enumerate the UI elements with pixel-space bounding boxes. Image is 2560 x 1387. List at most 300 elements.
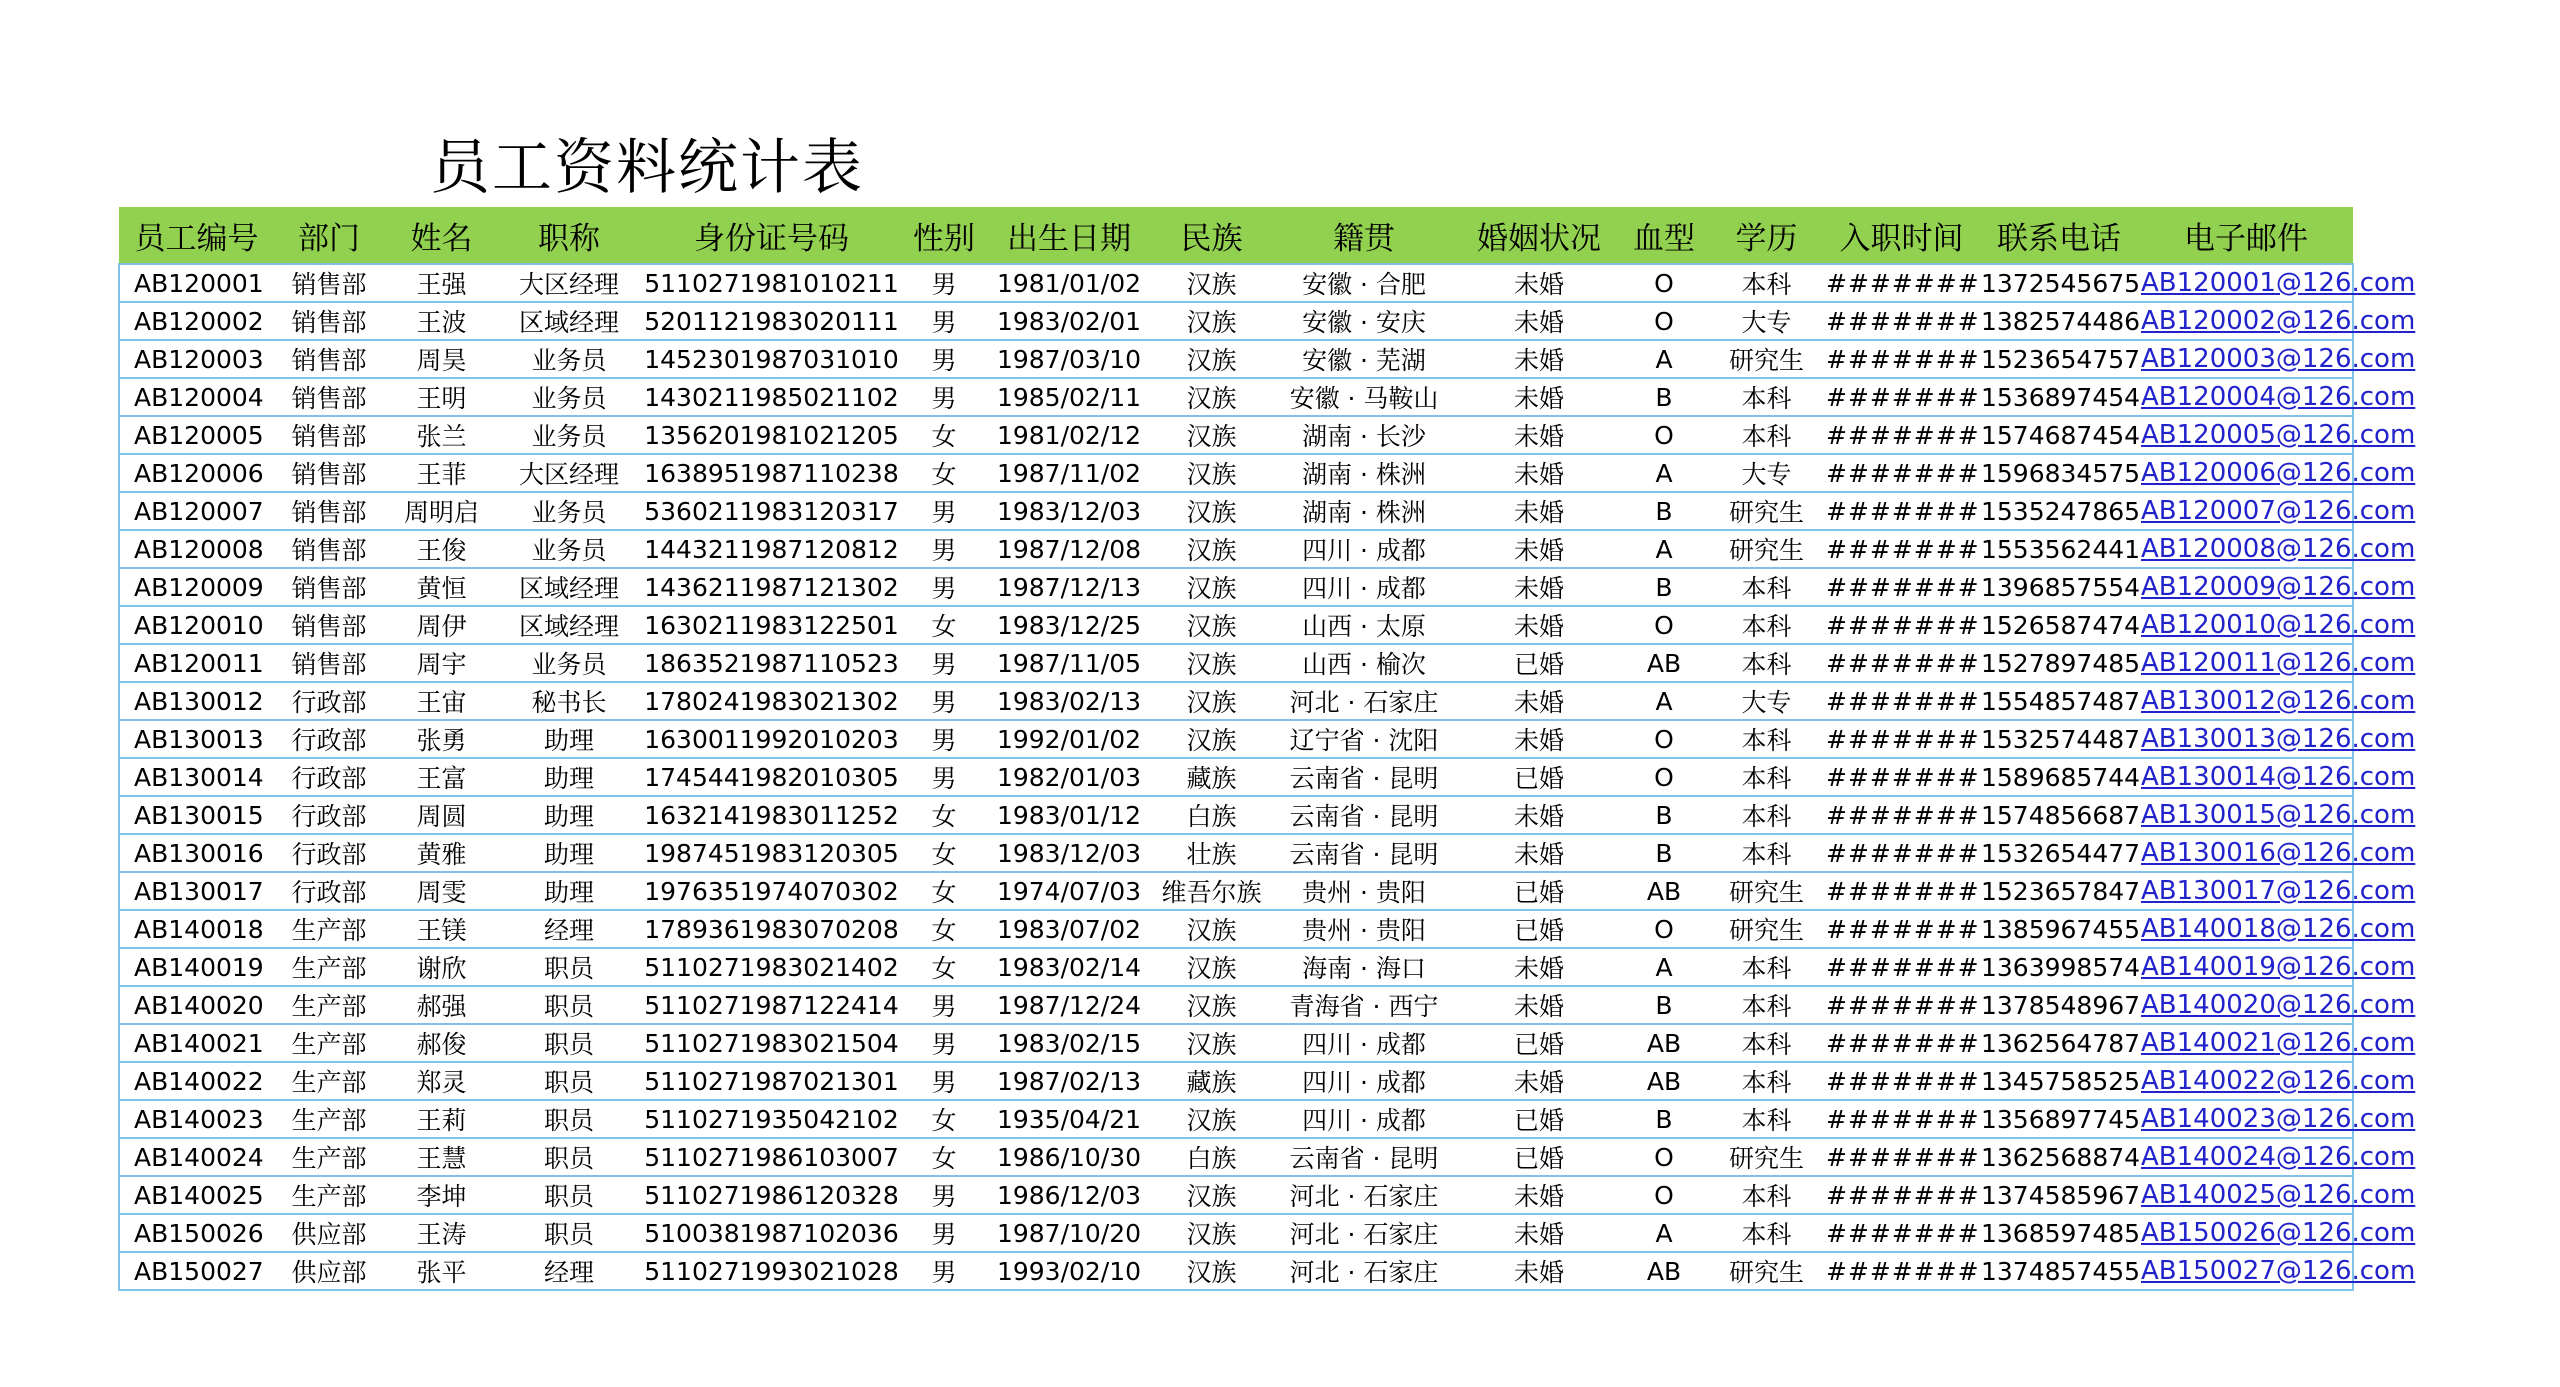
cell-ethnicity[interactable]: 藏族: [1154, 758, 1269, 796]
cell-ethnicity[interactable]: 汉族: [1154, 530, 1269, 568]
cell-native-place[interactable]: 安徽 · 安庆: [1269, 302, 1459, 340]
cell-blood-type[interactable]: A: [1619, 530, 1709, 568]
cell-education[interactable]: 本科: [1709, 1176, 1824, 1214]
cell-blood-type[interactable]: O: [1619, 720, 1709, 758]
cell-native-place[interactable]: 四川 · 成都: [1269, 1024, 1459, 1062]
cell-employee-id[interactable]: AB130017: [119, 872, 274, 910]
cell-title[interactable]: 业务员: [499, 340, 639, 378]
cell-birth-date[interactable]: 1983/01/12: [984, 796, 1154, 834]
cell-marital-status[interactable]: 未婚: [1459, 834, 1619, 872]
cell-native-place[interactable]: 河北 · 石家庄: [1269, 682, 1459, 720]
cell-employee-id[interactable]: AB130015: [119, 796, 274, 834]
cell-marital-status[interactable]: 已婚: [1459, 910, 1619, 948]
cell-birth-date[interactable]: 1983/02/01: [984, 302, 1154, 340]
cell-hire-date[interactable]: #######: [1824, 454, 1979, 492]
cell-name[interactable]: 王波: [384, 302, 499, 340]
cell-phone[interactable]: 1372545675: [1979, 264, 2139, 302]
cell-gender[interactable]: 女: [904, 606, 984, 644]
cell-email[interactable]: AB120011@126.com: [2139, 644, 2353, 682]
cell-birth-date[interactable]: 1983/02/14: [984, 948, 1154, 986]
cell-name[interactable]: 张兰: [384, 416, 499, 454]
cell-name[interactable]: 王镁: [384, 910, 499, 948]
cell-marital-status[interactable]: 未婚: [1459, 606, 1619, 644]
cell-email[interactable]: AB130017@126.com: [2139, 872, 2353, 910]
cell-education[interactable]: 研究生: [1709, 1138, 1824, 1176]
cell-department[interactable]: 生产部: [274, 1062, 384, 1100]
cell-department[interactable]: 行政部: [274, 720, 384, 758]
cell-marital-status[interactable]: 未婚: [1459, 1062, 1619, 1100]
cell-email[interactable]: AB130014@126.com: [2139, 758, 2353, 796]
cell-phone[interactable]: 1536897454: [1979, 378, 2139, 416]
cell-birth-date[interactable]: 1935/04/21: [984, 1100, 1154, 1138]
cell-education[interactable]: 本科: [1709, 796, 1824, 834]
cell-hire-date[interactable]: #######: [1824, 1138, 1979, 1176]
cell-id-number[interactable]: 5110271987021301: [639, 1062, 904, 1100]
cell-native-place[interactable]: 山西 · 太原: [1269, 606, 1459, 644]
cell-education[interactable]: 本科: [1709, 568, 1824, 606]
cell-employee-id[interactable]: AB120007: [119, 492, 274, 530]
header-blood-type[interactable]: 血型: [1619, 207, 1709, 264]
cell-gender[interactable]: 女: [904, 454, 984, 492]
cell-title[interactable]: 区域经理: [499, 302, 639, 340]
cell-birth-date[interactable]: 1987/10/20: [984, 1214, 1154, 1252]
header-ethnicity[interactable]: 民族: [1154, 207, 1269, 264]
cell-phone[interactable]: 1526587474: [1979, 606, 2139, 644]
cell-education[interactable]: 研究生: [1709, 910, 1824, 948]
cell-gender[interactable]: 男: [904, 1062, 984, 1100]
cell-title[interactable]: 经理: [499, 910, 639, 948]
cell-email[interactable]: AB130015@126.com: [2139, 796, 2353, 834]
header-marital-status[interactable]: 婚姻状况: [1459, 207, 1619, 264]
cell-phone[interactable]: 1523657847: [1979, 872, 2139, 910]
cell-name[interactable]: 周昊: [384, 340, 499, 378]
cell-ethnicity[interactable]: 汉族: [1154, 568, 1269, 606]
cell-department[interactable]: 供应部: [274, 1252, 384, 1290]
cell-title[interactable]: 区域经理: [499, 568, 639, 606]
cell-department[interactable]: 销售部: [274, 492, 384, 530]
cell-blood-type[interactable]: AB: [1619, 872, 1709, 910]
cell-blood-type[interactable]: O: [1619, 910, 1709, 948]
cell-email[interactable]: AB120008@126.com: [2139, 530, 2353, 568]
cell-hire-date[interactable]: #######: [1824, 1100, 1979, 1138]
cell-email[interactable]: AB140020@126.com: [2139, 986, 2353, 1024]
cell-ethnicity[interactable]: 汉族: [1154, 416, 1269, 454]
cell-ethnicity[interactable]: 白族: [1154, 796, 1269, 834]
cell-hire-date[interactable]: #######: [1824, 644, 1979, 682]
cell-education[interactable]: 本科: [1709, 378, 1824, 416]
cell-education[interactable]: 本科: [1709, 606, 1824, 644]
cell-gender[interactable]: 男: [904, 492, 984, 530]
cell-name[interactable]: 周明启: [384, 492, 499, 530]
cell-ethnicity[interactable]: 汉族: [1154, 264, 1269, 302]
cell-email[interactable]: AB120010@126.com: [2139, 606, 2353, 644]
cell-education[interactable]: 本科: [1709, 834, 1824, 872]
cell-blood-type[interactable]: A: [1619, 948, 1709, 986]
cell-hire-date[interactable]: #######: [1824, 1176, 1979, 1214]
cell-hire-date[interactable]: #######: [1824, 1024, 1979, 1062]
cell-gender[interactable]: 女: [904, 910, 984, 948]
cell-email[interactable]: AB140023@126.com: [2139, 1100, 2353, 1138]
cell-gender[interactable]: 女: [904, 416, 984, 454]
cell-email[interactable]: AB150027@126.com: [2139, 1252, 2353, 1290]
cell-id-number[interactable]: 1976351974070302: [639, 872, 904, 910]
cell-phone[interactable]: 1554857487: [1979, 682, 2139, 720]
cell-title[interactable]: 助理: [499, 720, 639, 758]
cell-native-place[interactable]: 贵州 · 贵阳: [1269, 872, 1459, 910]
cell-employee-id[interactable]: AB140023: [119, 1100, 274, 1138]
cell-phone[interactable]: 1535247865: [1979, 492, 2139, 530]
cell-employee-id[interactable]: AB140019: [119, 948, 274, 986]
cell-blood-type[interactable]: AB: [1619, 644, 1709, 682]
cell-native-place[interactable]: 河北 · 石家庄: [1269, 1252, 1459, 1290]
cell-native-place[interactable]: 湖南 · 株洲: [1269, 454, 1459, 492]
cell-ethnicity[interactable]: 汉族: [1154, 454, 1269, 492]
cell-department[interactable]: 销售部: [274, 530, 384, 568]
cell-phone[interactable]: 1523654757: [1979, 340, 2139, 378]
cell-marital-status[interactable]: 未婚: [1459, 1252, 1619, 1290]
cell-title[interactable]: 业务员: [499, 530, 639, 568]
cell-marital-status[interactable]: 未婚: [1459, 796, 1619, 834]
cell-department[interactable]: 生产部: [274, 948, 384, 986]
cell-id-number[interactable]: 5201121983020111: [639, 302, 904, 340]
cell-employee-id[interactable]: AB140024: [119, 1138, 274, 1176]
cell-department[interactable]: 行政部: [274, 834, 384, 872]
cell-hire-date[interactable]: #######: [1824, 416, 1979, 454]
cell-blood-type[interactable]: AB: [1619, 1252, 1709, 1290]
cell-department[interactable]: 行政部: [274, 758, 384, 796]
cell-phone[interactable]: 1374585967: [1979, 1176, 2139, 1214]
cell-ethnicity[interactable]: 汉族: [1154, 1252, 1269, 1290]
cell-gender[interactable]: 男: [904, 302, 984, 340]
cell-education[interactable]: 本科: [1709, 986, 1824, 1024]
cell-hire-date[interactable]: #######: [1824, 340, 1979, 378]
cell-education[interactable]: 本科: [1709, 948, 1824, 986]
cell-id-number[interactable]: 1745441982010305: [639, 758, 904, 796]
cell-birth-date[interactable]: 1993/02/10: [984, 1252, 1154, 1290]
cell-title[interactable]: 经理: [499, 1252, 639, 1290]
cell-blood-type[interactable]: O: [1619, 758, 1709, 796]
cell-id-number[interactable]: 1630011992010203: [639, 720, 904, 758]
cell-id-number[interactable]: 5100381987102036: [639, 1214, 904, 1252]
cell-employee-id[interactable]: AB120002: [119, 302, 274, 340]
cell-email[interactable]: AB140025@126.com: [2139, 1176, 2353, 1214]
cell-employee-id[interactable]: AB130016: [119, 834, 274, 872]
cell-title[interactable]: 秘书长: [499, 682, 639, 720]
cell-education[interactable]: 本科: [1709, 1024, 1824, 1062]
cell-id-number[interactable]: 1356201981021205: [639, 416, 904, 454]
cell-phone[interactable]: 1527897485: [1979, 644, 2139, 682]
cell-email[interactable]: AB120005@126.com: [2139, 416, 2353, 454]
cell-phone[interactable]: 1589685744: [1979, 758, 2139, 796]
cell-blood-type[interactable]: A: [1619, 1214, 1709, 1252]
cell-title[interactable]: 助理: [499, 834, 639, 872]
cell-ethnicity[interactable]: 白族: [1154, 1138, 1269, 1176]
cell-employee-id[interactable]: AB140025: [119, 1176, 274, 1214]
cell-gender[interactable]: 男: [904, 986, 984, 1024]
cell-ethnicity[interactable]: 汉族: [1154, 1176, 1269, 1214]
cell-education[interactable]: 大专: [1709, 454, 1824, 492]
cell-hire-date[interactable]: #######: [1824, 1252, 1979, 1290]
cell-title[interactable]: 职员: [499, 1062, 639, 1100]
cell-blood-type[interactable]: O: [1619, 1138, 1709, 1176]
cell-native-place[interactable]: 云南省 · 昆明: [1269, 1138, 1459, 1176]
cell-name[interactable]: 王富: [384, 758, 499, 796]
cell-gender[interactable]: 男: [904, 264, 984, 302]
cell-title[interactable]: 大区经理: [499, 454, 639, 492]
cell-marital-status[interactable]: 未婚: [1459, 378, 1619, 416]
cell-id-number[interactable]: 5110271987122414: [639, 986, 904, 1024]
cell-native-place[interactable]: 云南省 · 昆明: [1269, 834, 1459, 872]
cell-ethnicity[interactable]: 汉族: [1154, 606, 1269, 644]
cell-birth-date[interactable]: 1974/07/03: [984, 872, 1154, 910]
header-gender[interactable]: 性别: [904, 207, 984, 264]
cell-education[interactable]: 大专: [1709, 682, 1824, 720]
cell-id-number[interactable]: 5110271983021504: [639, 1024, 904, 1062]
cell-education[interactable]: 本科: [1709, 720, 1824, 758]
cell-gender[interactable]: 女: [904, 834, 984, 872]
cell-marital-status[interactable]: 未婚: [1459, 302, 1619, 340]
cell-email[interactable]: AB120002@126.com: [2139, 302, 2353, 340]
cell-blood-type[interactable]: B: [1619, 568, 1709, 606]
cell-birth-date[interactable]: 1983/02/15: [984, 1024, 1154, 1062]
cell-phone[interactable]: 1368597485: [1979, 1214, 2139, 1252]
cell-phone[interactable]: 1356897745: [1979, 1100, 2139, 1138]
cell-ethnicity[interactable]: 汉族: [1154, 1100, 1269, 1138]
cell-id-number[interactable]: 1789361983070208: [639, 910, 904, 948]
cell-education[interactable]: 研究生: [1709, 492, 1824, 530]
cell-marital-status[interactable]: 未婚: [1459, 340, 1619, 378]
cell-id-number[interactable]: 5110271935042102: [639, 1100, 904, 1138]
cell-birth-date[interactable]: 1983/12/03: [984, 492, 1154, 530]
cell-marital-status[interactable]: 未婚: [1459, 1176, 1619, 1214]
cell-name[interactable]: 周雯: [384, 872, 499, 910]
cell-birth-date[interactable]: 1987/11/05: [984, 644, 1154, 682]
cell-department[interactable]: 销售部: [274, 378, 384, 416]
cell-name[interactable]: 黄雅: [384, 834, 499, 872]
cell-native-place[interactable]: 河北 · 石家庄: [1269, 1214, 1459, 1252]
cell-department[interactable]: 销售部: [274, 606, 384, 644]
cell-birth-date[interactable]: 1987/12/24: [984, 986, 1154, 1024]
cell-id-number[interactable]: 1780241983021302: [639, 682, 904, 720]
cell-birth-date[interactable]: 1987/02/13: [984, 1062, 1154, 1100]
cell-email[interactable]: AB140021@126.com: [2139, 1024, 2353, 1062]
cell-hire-date[interactable]: #######: [1824, 682, 1979, 720]
cell-ethnicity[interactable]: 汉族: [1154, 720, 1269, 758]
cell-phone[interactable]: 1363998574: [1979, 948, 2139, 986]
cell-phone[interactable]: 1362564787: [1979, 1024, 2139, 1062]
cell-phone[interactable]: 1532574487: [1979, 720, 2139, 758]
cell-native-place[interactable]: 河北 · 石家庄: [1269, 1176, 1459, 1214]
cell-education[interactable]: 本科: [1709, 758, 1824, 796]
cell-email[interactable]: AB130016@126.com: [2139, 834, 2353, 872]
cell-title[interactable]: 职员: [499, 1176, 639, 1214]
cell-id-number[interactable]: 1452301987031010: [639, 340, 904, 378]
cell-education[interactable]: 本科: [1709, 644, 1824, 682]
cell-name[interactable]: 李坤: [384, 1176, 499, 1214]
cell-id-number[interactable]: 5110271981010211: [639, 264, 904, 302]
cell-employee-id[interactable]: AB140021: [119, 1024, 274, 1062]
cell-blood-type[interactable]: A: [1619, 340, 1709, 378]
cell-hire-date[interactable]: #######: [1824, 492, 1979, 530]
cell-name[interactable]: 张勇: [384, 720, 499, 758]
cell-ethnicity[interactable]: 汉族: [1154, 682, 1269, 720]
header-hire-date[interactable]: 入职时间: [1824, 207, 1979, 264]
cell-education[interactable]: 研究生: [1709, 530, 1824, 568]
cell-hire-date[interactable]: #######: [1824, 1214, 1979, 1252]
cell-birth-date[interactable]: 1987/12/13: [984, 568, 1154, 606]
header-education[interactable]: 学历: [1709, 207, 1824, 264]
cell-id-number[interactable]: 1632141983011252: [639, 796, 904, 834]
cell-marital-status[interactable]: 未婚: [1459, 986, 1619, 1024]
cell-ethnicity[interactable]: 藏族: [1154, 1062, 1269, 1100]
cell-email[interactable]: AB140019@126.com: [2139, 948, 2353, 986]
cell-ethnicity[interactable]: 汉族: [1154, 948, 1269, 986]
cell-phone[interactable]: 1396857554: [1979, 568, 2139, 606]
cell-ethnicity[interactable]: 壮族: [1154, 834, 1269, 872]
cell-email[interactable]: AB120004@126.com: [2139, 378, 2353, 416]
cell-employee-id[interactable]: AB130013: [119, 720, 274, 758]
cell-gender[interactable]: 男: [904, 720, 984, 758]
cell-native-place[interactable]: 辽宁省 · 沈阳: [1269, 720, 1459, 758]
cell-name[interactable]: 王慧: [384, 1138, 499, 1176]
cell-native-place[interactable]: 安徽 · 芜湖: [1269, 340, 1459, 378]
cell-email[interactable]: AB140024@126.com: [2139, 1138, 2353, 1176]
cell-marital-status[interactable]: 未婚: [1459, 948, 1619, 986]
cell-title[interactable]: 职员: [499, 1024, 639, 1062]
cell-title[interactable]: 业务员: [499, 416, 639, 454]
cell-gender[interactable]: 女: [904, 948, 984, 986]
cell-name[interactable]: 王宙: [384, 682, 499, 720]
cell-hire-date[interactable]: #######: [1824, 720, 1979, 758]
header-title[interactable]: 职称: [499, 207, 639, 264]
cell-email[interactable]: AB120007@126.com: [2139, 492, 2353, 530]
cell-hire-date[interactable]: #######: [1824, 910, 1979, 948]
cell-title[interactable]: 职员: [499, 1138, 639, 1176]
cell-birth-date[interactable]: 1983/07/02: [984, 910, 1154, 948]
cell-native-place[interactable]: 四川 · 成都: [1269, 1100, 1459, 1138]
cell-employee-id[interactable]: AB120011: [119, 644, 274, 682]
cell-hire-date[interactable]: #######: [1824, 302, 1979, 340]
header-name[interactable]: 姓名: [384, 207, 499, 264]
cell-birth-date[interactable]: 1981/01/02: [984, 264, 1154, 302]
cell-phone[interactable]: 1362568874: [1979, 1138, 2139, 1176]
header-employee-id[interactable]: 员工编号: [119, 207, 274, 264]
cell-title[interactable]: 助理: [499, 796, 639, 834]
cell-department[interactable]: 生产部: [274, 1100, 384, 1138]
cell-department[interactable]: 生产部: [274, 1138, 384, 1176]
cell-employee-id[interactable]: AB120003: [119, 340, 274, 378]
cell-hire-date[interactable]: #######: [1824, 986, 1979, 1024]
cell-department[interactable]: 行政部: [274, 682, 384, 720]
cell-marital-status[interactable]: 未婚: [1459, 682, 1619, 720]
cell-id-number[interactable]: 1863521987110523: [639, 644, 904, 682]
cell-hire-date[interactable]: #######: [1824, 568, 1979, 606]
header-native-place[interactable]: 籍贯: [1269, 207, 1459, 264]
cell-marital-status[interactable]: 未婚: [1459, 720, 1619, 758]
cell-ethnicity[interactable]: 汉族: [1154, 492, 1269, 530]
cell-education[interactable]: 本科: [1709, 1100, 1824, 1138]
cell-employee-id[interactable]: AB120009: [119, 568, 274, 606]
cell-name[interactable]: 周伊: [384, 606, 499, 644]
cell-email[interactable]: AB120009@126.com: [2139, 568, 2353, 606]
cell-birth-date[interactable]: 1981/02/12: [984, 416, 1154, 454]
cell-native-place[interactable]: 安徽 · 合肥: [1269, 264, 1459, 302]
cell-department[interactable]: 销售部: [274, 644, 384, 682]
cell-birth-date[interactable]: 1987/03/10: [984, 340, 1154, 378]
cell-birth-date[interactable]: 1986/12/03: [984, 1176, 1154, 1214]
cell-name[interactable]: 周圆: [384, 796, 499, 834]
cell-phone[interactable]: 1382574486: [1979, 302, 2139, 340]
cell-employee-id[interactable]: AB130014: [119, 758, 274, 796]
cell-name[interactable]: 郝强: [384, 986, 499, 1024]
cell-name[interactable]: 王涛: [384, 1214, 499, 1252]
cell-title[interactable]: 业务员: [499, 492, 639, 530]
cell-marital-status[interactable]: 已婚: [1459, 758, 1619, 796]
cell-birth-date[interactable]: 1983/12/25: [984, 606, 1154, 644]
cell-employee-id[interactable]: AB140020: [119, 986, 274, 1024]
cell-phone[interactable]: 1374857455: [1979, 1252, 2139, 1290]
cell-department[interactable]: 生产部: [274, 986, 384, 1024]
cell-title[interactable]: 职员: [499, 1214, 639, 1252]
cell-email[interactable]: AB140022@126.com: [2139, 1062, 2353, 1100]
cell-name[interactable]: 王菲: [384, 454, 499, 492]
cell-email[interactable]: AB140018@126.com: [2139, 910, 2353, 948]
header-department[interactable]: 部门: [274, 207, 384, 264]
cell-id-number[interactable]: 1443211987120812: [639, 530, 904, 568]
cell-phone[interactable]: 1574687454: [1979, 416, 2139, 454]
cell-blood-type[interactable]: AB: [1619, 1062, 1709, 1100]
cell-hire-date[interactable]: #######: [1824, 834, 1979, 872]
cell-name[interactable]: 黄恒: [384, 568, 499, 606]
cell-blood-type[interactable]: O: [1619, 264, 1709, 302]
cell-department[interactable]: 行政部: [274, 796, 384, 834]
cell-title[interactable]: 大区经理: [499, 264, 639, 302]
cell-title[interactable]: 职员: [499, 948, 639, 986]
cell-department[interactable]: 生产部: [274, 910, 384, 948]
cell-education[interactable]: 本科: [1709, 264, 1824, 302]
cell-email[interactable]: AB120001@126.com: [2139, 264, 2353, 302]
cell-blood-type[interactable]: A: [1619, 454, 1709, 492]
cell-blood-type[interactable]: O: [1619, 302, 1709, 340]
cell-native-place[interactable]: 云南省 · 昆明: [1269, 796, 1459, 834]
cell-gender[interactable]: 男: [904, 1214, 984, 1252]
cell-title[interactable]: 区域经理: [499, 606, 639, 644]
cell-blood-type[interactable]: B: [1619, 492, 1709, 530]
cell-ethnicity[interactable]: 汉族: [1154, 1214, 1269, 1252]
header-id-number[interactable]: 身份证号码: [639, 207, 904, 264]
cell-birth-date[interactable]: 1983/02/13: [984, 682, 1154, 720]
cell-native-place[interactable]: 四川 · 成都: [1269, 1062, 1459, 1100]
cell-name[interactable]: 张平: [384, 1252, 499, 1290]
cell-blood-type[interactable]: B: [1619, 834, 1709, 872]
cell-education[interactable]: 本科: [1709, 1214, 1824, 1252]
cell-blood-type[interactable]: O: [1619, 1176, 1709, 1214]
cell-blood-type[interactable]: O: [1619, 416, 1709, 454]
cell-name[interactable]: 王明: [384, 378, 499, 416]
cell-birth-date[interactable]: 1983/12/03: [984, 834, 1154, 872]
cell-phone[interactable]: 1385967455: [1979, 910, 2139, 948]
cell-phone[interactable]: 1532654477: [1979, 834, 2139, 872]
cell-birth-date[interactable]: 1987/11/02: [984, 454, 1154, 492]
cell-gender[interactable]: 男: [904, 340, 984, 378]
cell-employee-id[interactable]: AB150027: [119, 1252, 274, 1290]
cell-id-number[interactable]: 1630211983122501: [639, 606, 904, 644]
cell-title[interactable]: 业务员: [499, 644, 639, 682]
cell-gender[interactable]: 男: [904, 378, 984, 416]
cell-blood-type[interactable]: O: [1619, 606, 1709, 644]
cell-marital-status[interactable]: 已婚: [1459, 1024, 1619, 1062]
cell-email[interactable]: AB150026@126.com: [2139, 1214, 2353, 1252]
